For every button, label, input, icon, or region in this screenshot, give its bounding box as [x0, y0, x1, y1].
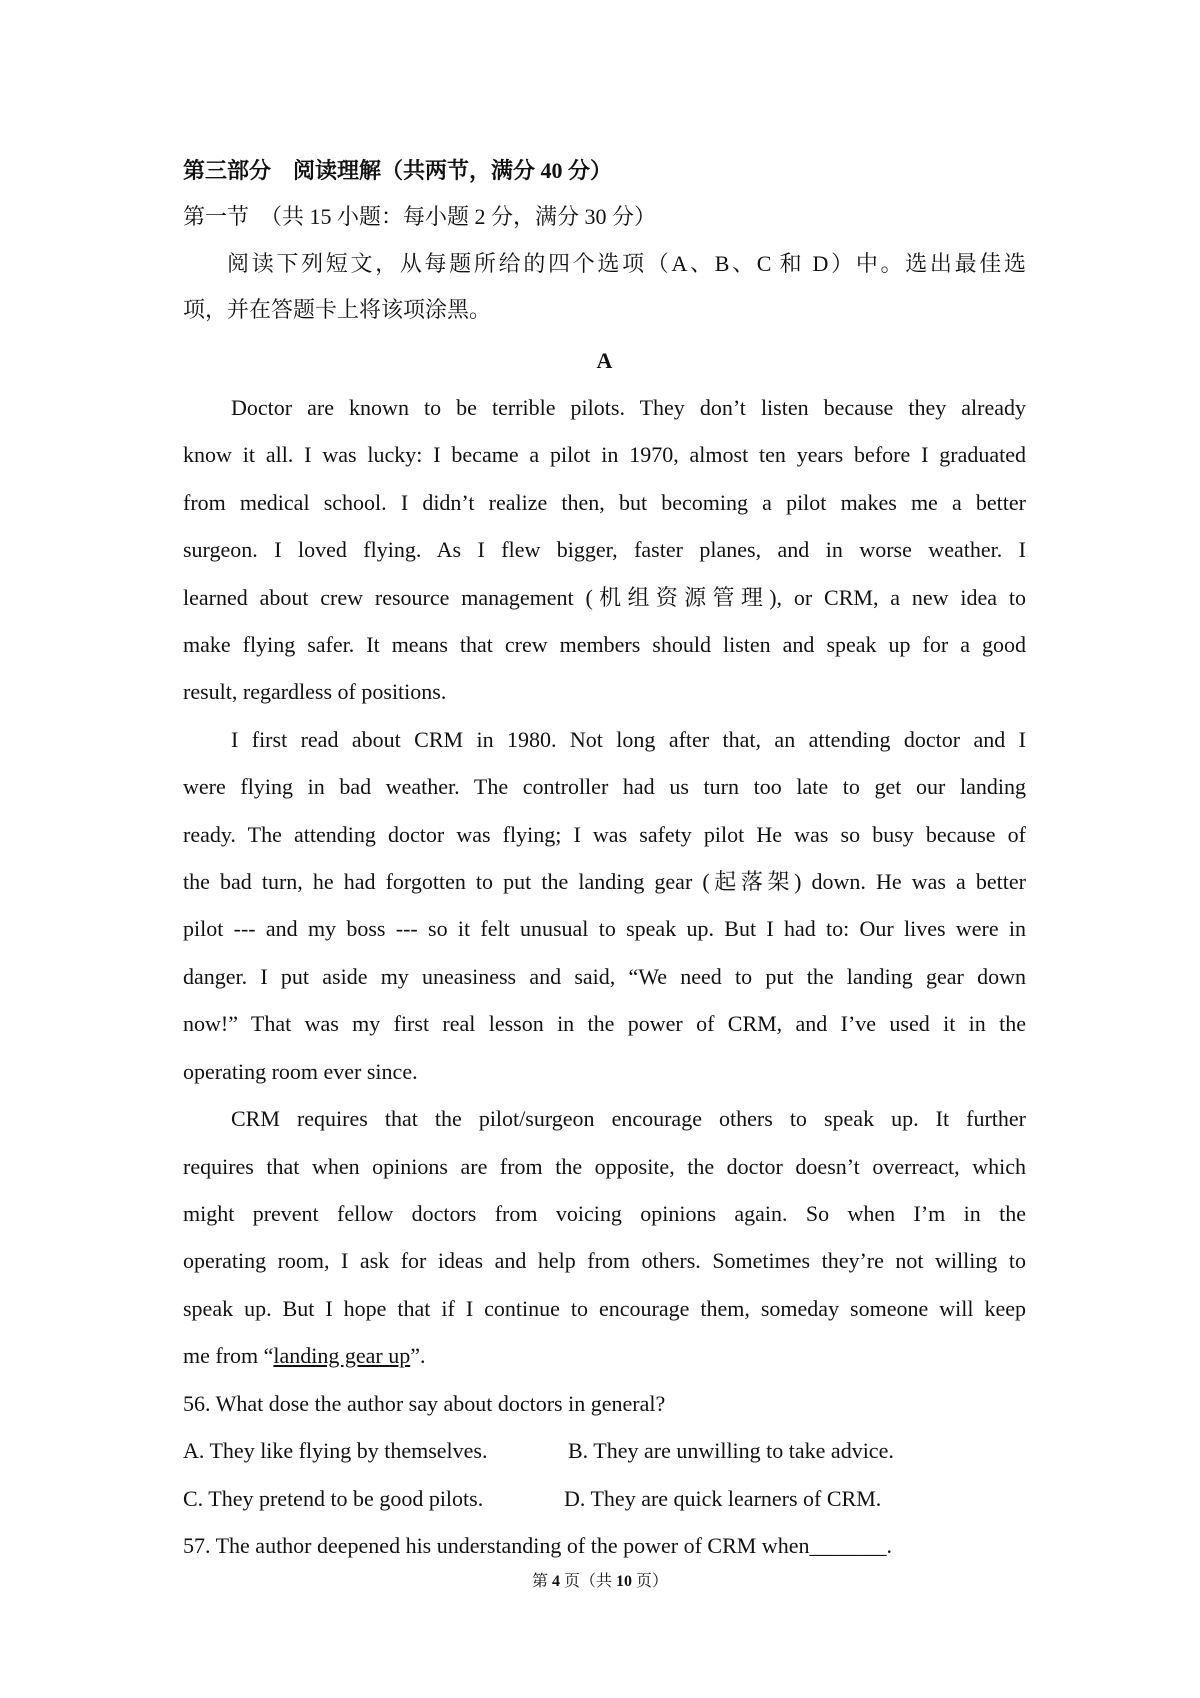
question-57-stem: 57. The author deepened his understanding of the power of CRM when_______.: [183, 1533, 892, 1558]
footer-prefix: 第: [531, 1573, 552, 1590]
footer-middle: 页（共: [559, 1573, 616, 1590]
footer-total-pages: 10: [616, 1573, 632, 1590]
passage-line: make flying safer. It means that crew members should listen and speak up for a good: [183, 632, 1026, 657]
passage-line: CRM requires that the pilot/surgeon encourage others to speak up. It further: [231, 1106, 1026, 1131]
passage-line: now!” That was my first real lesson in the power of CRM, and I’ve used it in the: [183, 1011, 1026, 1036]
passage-line: operating room, I ask for ideas and help from others. Sometimes they’re not willing to: [183, 1248, 1026, 1273]
option-c: C. They pretend to be good pilots.: [183, 1486, 484, 1511]
passage-line: were flying in bad weather. The controller had us turn too late to get our landing: [183, 774, 1026, 799]
passage-line: requires that when opinions are from the opposite, the doctor doesn’t overreact, which: [183, 1154, 1026, 1179]
passage-line: from medical school. I didn’t realize then, but becoming a pilot makes me a better: [183, 490, 1026, 515]
passage-line: the bad turn, he had forgotten to put the landing gear (起落架) down. He was a better: [183, 869, 1026, 894]
passage-line: danger. I put aside my uneasiness and said, “We need to put the landing gear down: [183, 964, 1026, 989]
passage-line: Doctor are known to be terrible pilots. They don’t listen because they already: [231, 395, 1026, 420]
passage-last-suffix: ”.: [410, 1343, 426, 1368]
option-d: D. They are quick learners of CRM.: [564, 1486, 882, 1511]
passage-line: might prevent fellow doctors from voicing opinions again. So when I’m in the: [183, 1201, 1026, 1226]
passage-line: operating room ever since.: [183, 1059, 418, 1084]
passage-line: learned about crew resource management (机组资源管理), or CRM, a new idea to: [183, 585, 1026, 610]
passage-line: pilot --- and my boss --- so it felt unusual to speak up. But I had to: Our lives were in: [183, 916, 1026, 941]
question-56-stem: 56. What dose the author say about doctors in general?: [183, 1391, 666, 1416]
passage-label: A: [596, 348, 613, 373]
footer-page-number: 4: [551, 1573, 560, 1590]
passage-line: speak up. But I hope that if I continue to encourage them, someday someone will keep: [183, 1296, 1026, 1321]
page-footer: [0, 1568, 1200, 1591]
passage-line: result, regardless of positions.: [183, 679, 447, 704]
instruction-line-1: 阅读下列短文，从每题所给的四个选项（A、B、C 和 D）中。选出最佳选: [227, 251, 1026, 276]
instruction-line-2: 项，并在答题卡上将该项涂黑。: [183, 297, 492, 322]
section-subheading: 第一节 （共 15 小题：每小题 2 分，满分 30 分）: [183, 204, 657, 229]
passage-last-prefix: me from “: [183, 1343, 274, 1368]
underlined-phrase: landing gear up: [273, 1343, 411, 1368]
passage-line: I first read about CRM in 1980. Not long after that, an attending doctor and I: [231, 727, 1026, 752]
passage-line: know it all. I was lucky: I became a pilot in 1970, almost ten years before I graduated: [183, 442, 1026, 467]
passage-line: surgeon. I loved flying. As I flew bigger, faster planes, and in worse weather. I: [183, 537, 1026, 562]
option-b: B. They are unwilling to take advice.: [568, 1438, 894, 1463]
footer-suffix: 页）: [632, 1573, 669, 1590]
passage-last-line: [183, 1341, 1026, 1371]
section-heading: 第三部分 阅读理解（共两节，满分 40 分）: [183, 158, 613, 183]
passage-line: ready. The attending doctor was flying; I was safety pilot He was so busy because of: [183, 822, 1026, 847]
option-a: A. They like flying by themselves.: [183, 1438, 488, 1463]
